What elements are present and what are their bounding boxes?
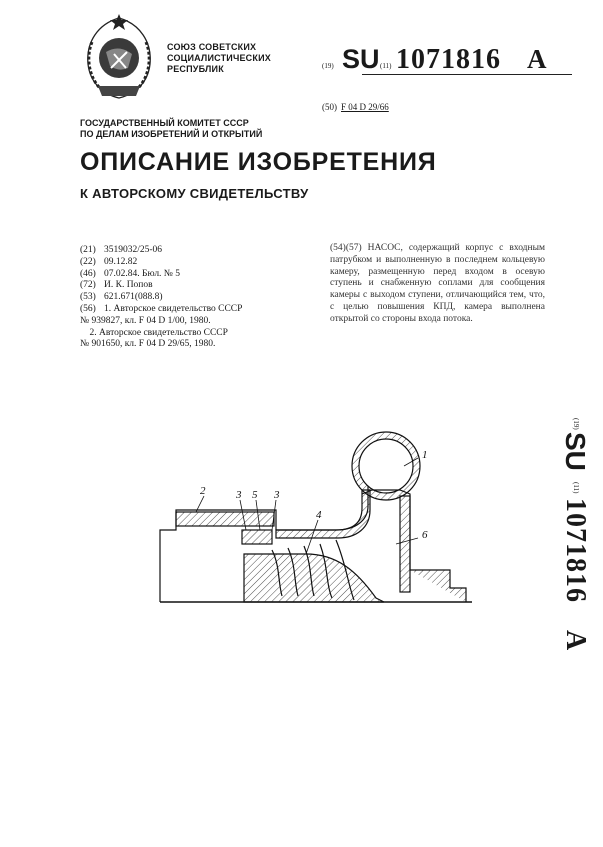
biblio-row: (53) 621.671(088.8) bbox=[80, 292, 163, 303]
document-title: ОПИСАНИЕ ИЗОБРЕТЕНИЯ bbox=[80, 148, 437, 176]
outlet-flange bbox=[410, 570, 466, 602]
side-country-code: (19) bbox=[572, 418, 580, 430]
casing-wall bbox=[276, 490, 370, 538]
bibliographic-data bbox=[80, 245, 325, 351]
ipc-classification bbox=[322, 102, 389, 112]
biblio-row: (72) И. К. Попов bbox=[80, 280, 153, 291]
publication-number bbox=[322, 44, 582, 78]
biblio-row: 2. Авторское свидетельство СССР bbox=[80, 327, 228, 338]
side-kind-code: A bbox=[560, 630, 591, 651]
ipc-value: F 04 D 29/66 bbox=[341, 102, 389, 112]
casing bbox=[276, 480, 368, 530]
committee-line: ПО ДЕЛАМ ИЗОБРЕТЕНИЙ И ОТКРЫТИЙ bbox=[80, 129, 263, 139]
country-code: (19) bbox=[322, 62, 334, 70]
kind-code: A bbox=[527, 44, 547, 74]
patent-number: 1071816 bbox=[396, 44, 501, 75]
abstract-text: (54)(57) НАСОС, содержащий корпус с входным патрубком и выполненную в последнем кольцевую камеру, размещенную перед входом в осевую ступень и снабженную соплами для сообщения камеры с выходом ступени, отличающийся тем, что, с целью повышения КПД, камера выполнена открытой со стороны входа потока. bbox=[330, 243, 545, 324]
annular-chamber bbox=[242, 530, 272, 544]
number-code: (11) bbox=[380, 62, 392, 70]
biblio-row: (56) 1. Авторское свидетельство СССР bbox=[80, 303, 243, 314]
label-5: 5 bbox=[252, 489, 258, 501]
side-country: SU bbox=[560, 432, 591, 471]
side-publication-number bbox=[546, 418, 596, 678]
pump-drawing bbox=[156, 420, 476, 610]
document-subtitle: К АВТОРСКОМУ СВИДЕТЕЛЬСТВУ bbox=[80, 186, 309, 201]
ipc-code: (50) bbox=[322, 102, 337, 112]
label-2: 2 bbox=[200, 485, 206, 497]
biblio-row: № 939827, кл. F 04 D 1/00, 1980. bbox=[80, 315, 211, 326]
state-line: СОЮЗ СОВЕТСКИХ bbox=[167, 42, 257, 52]
side-patent-number: 1071816 bbox=[560, 498, 591, 603]
biblio-row: № 901650, кл. F 04 D 29/65, 1980. bbox=[80, 339, 216, 350]
biblio-row: (21) 3519032/25-06 bbox=[80, 245, 163, 255]
label-1: 1 bbox=[422, 449, 428, 461]
biblio-row: (46) 07.02.84. Бюл. № 5 bbox=[80, 268, 180, 279]
biblio-row: (22) 09.12.82 bbox=[80, 256, 138, 267]
label-3: 3 bbox=[236, 489, 242, 501]
number-underline bbox=[362, 74, 572, 75]
state-line: РЕСПУБЛИК bbox=[167, 64, 224, 74]
diffuser-wall bbox=[400, 496, 410, 592]
state-line: СОЦИАЛИСТИЧЕСКИХ bbox=[167, 53, 271, 63]
side-number-code: (11) bbox=[572, 482, 580, 494]
label-4: 4 bbox=[316, 509, 322, 521]
label-3: 3 bbox=[274, 489, 280, 501]
volute-channel bbox=[359, 439, 413, 493]
committee-line: ГОСУДАРСТВЕННЫЙ КОМИТЕТ СССР bbox=[80, 118, 249, 128]
country: SU bbox=[342, 44, 380, 74]
label-6: 6 bbox=[422, 529, 428, 541]
ussr-emblem bbox=[78, 12, 160, 104]
